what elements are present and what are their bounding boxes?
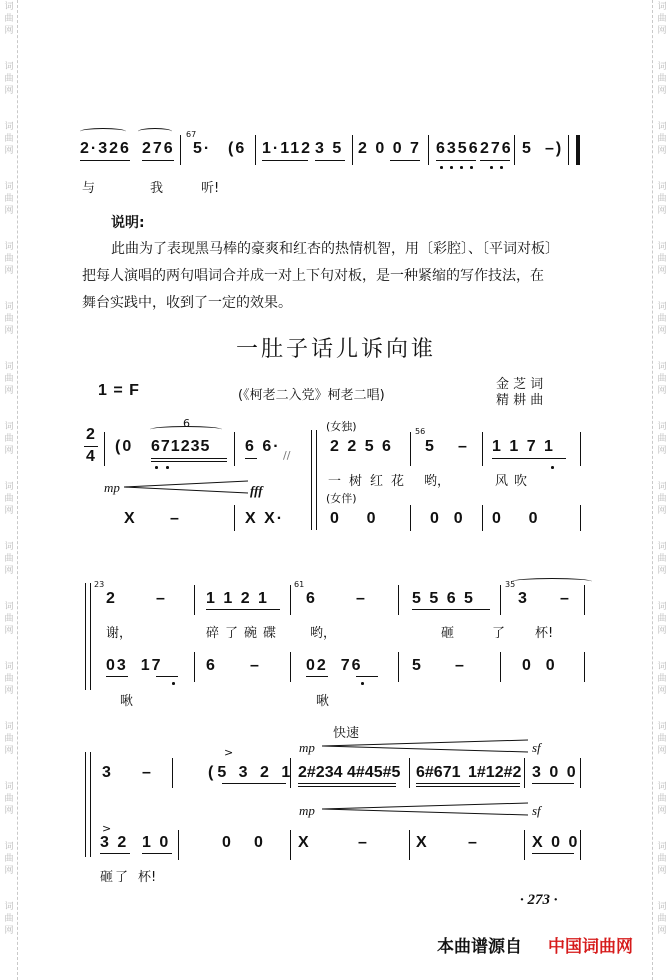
note: 6#671 <box>416 764 461 781</box>
watermark-char: 网 <box>657 506 667 516</box>
watermark-char: 词 <box>657 482 667 492</box>
watermark-char: 曲 <box>657 374 667 384</box>
watermark-char: 网 <box>4 86 14 96</box>
lyric: 一树红花 <box>328 474 413 489</box>
note: 2 0 0 7 <box>358 140 421 157</box>
note: 276 <box>480 140 513 157</box>
song-title: 一肚子话儿诉向谁 <box>236 337 437 362</box>
watermark-char: 词 <box>657 362 667 372</box>
note: 3 5 <box>315 140 344 157</box>
grace-note: 23 <box>94 580 105 589</box>
credit-composer: 精 耕 曲 <box>496 393 544 408</box>
watermark-char: 词 <box>657 2 667 12</box>
watermark-char: 网 <box>4 626 14 636</box>
watermark-char: 网 <box>657 266 667 276</box>
note: 3 2 <box>100 834 129 851</box>
watermark-char: 网 <box>657 326 667 336</box>
explanation-heading: 说明: <box>111 215 145 231</box>
site-logo[interactable]: 中国词曲网 <box>548 937 633 957</box>
note: 4#45#5 <box>347 764 401 781</box>
note: (6 <box>228 140 247 157</box>
note: 0 0 <box>430 510 465 527</box>
watermark-char: 曲 <box>4 854 14 864</box>
watermark-char: 网 <box>657 26 667 36</box>
note: 276 <box>142 140 175 157</box>
accent-marks: > <box>102 822 118 835</box>
watermark-char: 曲 <box>657 74 667 84</box>
watermark-char: 词 <box>4 842 14 852</box>
watermark-char: 曲 <box>4 554 14 564</box>
note: 3 0 0 <box>532 764 578 781</box>
watermark-char: 网 <box>657 746 667 756</box>
dynamic-mp: mp <box>299 740 315 755</box>
lyric: 了 <box>492 626 506 641</box>
note: 0 <box>222 834 233 851</box>
lyric: 碎了碗碟 <box>206 626 283 641</box>
watermark-char: 词 <box>657 422 667 432</box>
note: 3 <box>518 590 529 607</box>
note: 5 <box>522 140 533 157</box>
watermark-char: 词 <box>4 122 14 132</box>
note: – <box>356 590 367 607</box>
watermark-char: 曲 <box>4 914 14 924</box>
watermark-char: 词 <box>4 182 14 192</box>
lyric: 风吹 <box>495 474 534 489</box>
lyric: 杯! <box>535 626 554 641</box>
note: – <box>142 764 153 781</box>
note: 2·326 <box>80 140 131 157</box>
watermark-char: 词 <box>657 542 667 552</box>
watermark-char: 词 <box>4 722 14 732</box>
perc-note: X X· <box>245 510 285 527</box>
voice-label-solo: (女独) <box>326 420 357 433</box>
watermark-char: 词 <box>657 62 667 72</box>
watermark-char: 网 <box>4 446 14 456</box>
note: 3 <box>102 764 113 781</box>
watermark-char: 词 <box>4 62 14 72</box>
note: – <box>156 590 167 607</box>
lyric: 杯! <box>138 870 157 885</box>
lyric: 砸了 <box>100 870 131 885</box>
note: – <box>560 590 571 607</box>
watermark-char: 曲 <box>4 194 14 204</box>
note: 0 0 <box>522 657 557 674</box>
lyric: 砸 <box>441 626 455 641</box>
lyric: 哟， <box>310 626 337 641</box>
time-sig-top: 2 <box>86 426 97 443</box>
note: 6356 <box>436 140 480 157</box>
dynamic-fff: fff <box>250 483 263 498</box>
perc-note: X <box>416 834 429 851</box>
watermark-char: 曲 <box>657 254 667 264</box>
note: – <box>458 438 469 455</box>
lyric: 与 <box>82 181 96 196</box>
grace-note: 56 <box>415 427 426 436</box>
watermark-char: 词 <box>657 842 667 852</box>
watermark-char: 曲 <box>657 614 667 624</box>
watermark-char: 网 <box>657 386 667 396</box>
note: 5 <box>412 657 423 674</box>
dynamic-sf: sf <box>532 740 541 755</box>
watermark-char: 网 <box>4 806 14 816</box>
note: 5· <box>193 140 212 157</box>
note: 1#12#2 <box>468 764 522 781</box>
watermark-char: 曲 <box>657 914 667 924</box>
lyric: 哟， <box>424 474 451 489</box>
perc-note: X 0 0 <box>532 834 580 851</box>
accent-marks: > <box>224 746 244 759</box>
watermark-char: 网 <box>4 266 14 276</box>
watermark-char: 网 <box>657 206 667 216</box>
perc-note: – <box>170 510 181 527</box>
note: (0 <box>115 438 134 455</box>
watermark-char: 曲 <box>657 14 667 24</box>
watermark-char: 词 <box>657 902 667 912</box>
dynamic-mp: mp <box>299 803 315 818</box>
watermark-char: 词 <box>657 602 667 612</box>
note: 6 <box>306 590 317 607</box>
dynamic-sf: sf <box>532 803 541 818</box>
note: 2 2 5 6 <box>330 438 393 455</box>
watermark-char: 曲 <box>4 14 14 24</box>
watermark-char: 曲 <box>657 134 667 144</box>
explanation-line: 把每人演唱的两句唱词合并成一对上下句对板，是一种紧缩的写作技法，在 <box>82 268 544 284</box>
watermark-char: 网 <box>4 206 14 216</box>
note: 1 1 2 1 <box>206 590 269 607</box>
watermark-char: 曲 <box>657 794 667 804</box>
watermark-char: 词 <box>4 302 14 312</box>
crescendo-hairpin <box>322 801 528 817</box>
watermark-divider-left <box>17 0 18 980</box>
watermark-char: 词 <box>657 302 667 312</box>
watermark-char: 曲 <box>657 554 667 564</box>
watermark-char: 词 <box>4 482 14 492</box>
explanation-line: 舞台实践中，收到了一定的效果。 <box>82 295 292 311</box>
watermark-char: 网 <box>657 446 667 456</box>
watermark-char: 网 <box>657 146 667 156</box>
watermark-char: 网 <box>4 746 14 756</box>
crescendo-hairpin <box>124 480 248 494</box>
note: 6 <box>206 657 217 674</box>
note: – <box>250 657 261 674</box>
watermark-char: 词 <box>657 662 667 672</box>
watermark-char: 曲 <box>4 734 14 744</box>
lyric: 我 <box>150 181 164 196</box>
dynamic-mp: mp <box>104 480 120 495</box>
tuplet: 6 <box>183 417 190 430</box>
watermark-divider-right <box>652 0 653 980</box>
crescendo-hairpin <box>322 738 528 754</box>
voice-label-chorus: (女伴) <box>326 492 357 505</box>
watermark-char: 网 <box>4 146 14 156</box>
watermark-char: 网 <box>4 326 14 336</box>
grace-note: 35 <box>505 580 516 589</box>
note: 03 17 <box>106 657 163 674</box>
grace-note: 61 <box>294 580 305 589</box>
watermark-char: 网 <box>657 86 667 96</box>
watermark-char: 词 <box>4 662 14 672</box>
note: 2 <box>106 590 117 607</box>
grace-note: 67 <box>186 130 197 139</box>
watermark-char: 曲 <box>4 134 14 144</box>
watermark-char: 词 <box>4 422 14 432</box>
watermark-char: 网 <box>657 806 667 816</box>
watermark-char: 网 <box>4 926 14 936</box>
watermark-char: 曲 <box>4 494 14 504</box>
note: 6 6· <box>245 438 281 455</box>
watermark-char: 网 <box>657 626 667 636</box>
watermark-char: 曲 <box>4 74 14 84</box>
watermark-char: 曲 <box>657 674 667 684</box>
watermark-char: 网 <box>4 26 14 36</box>
note: (5 3 2 1 <box>208 764 295 781</box>
watermark-char: 词 <box>4 2 14 12</box>
watermark-char: 词 <box>657 722 667 732</box>
page-number: · 273 · <box>520 892 558 908</box>
perc-note: – <box>468 834 479 851</box>
watermark-left <box>3 0 17 980</box>
lyric: 啾 <box>120 694 134 709</box>
note: 0 0 <box>492 510 540 527</box>
watermark-char: 曲 <box>4 314 14 324</box>
key-signature: 1 = F <box>98 382 140 399</box>
watermark-char: 曲 <box>4 794 14 804</box>
note: 1 1 7 1 <box>492 438 555 455</box>
watermark-char: 网 <box>4 686 14 696</box>
perc-note: X <box>298 834 311 851</box>
watermark-char: 词 <box>4 782 14 792</box>
note: 1·112 <box>262 140 313 157</box>
note: 0 <box>254 834 265 851</box>
note: 0 0 <box>330 510 378 527</box>
watermark-char: 曲 <box>4 434 14 444</box>
watermark-char: 词 <box>4 602 14 612</box>
watermark-char: 网 <box>657 566 667 576</box>
note: 2#234 <box>298 764 343 781</box>
perc-note: X <box>124 510 137 527</box>
watermark-char: 曲 <box>4 674 14 684</box>
watermark-right <box>656 0 670 980</box>
watermark-char: 词 <box>657 242 667 252</box>
note: 5 <box>425 438 436 455</box>
watermark-char: 曲 <box>657 494 667 504</box>
watermark-char: 曲 <box>657 734 667 744</box>
lyric: 啾 <box>316 694 330 709</box>
lyric: 听! <box>201 181 220 196</box>
perc-note: – <box>358 834 369 851</box>
tempo-marking: 快速 <box>333 726 360 741</box>
note: – <box>455 657 466 674</box>
credit-lyricist: 金 芝 词 <box>496 377 544 392</box>
watermark-char: 网 <box>4 506 14 516</box>
note: 1 0 <box>142 834 171 851</box>
watermark-char: 曲 <box>657 854 667 864</box>
watermark-char: 词 <box>4 902 14 912</box>
watermark-char: 曲 <box>4 614 14 624</box>
watermark-char: 词 <box>4 542 14 552</box>
watermark-char: 词 <box>657 782 667 792</box>
time-sig-bottom: 4 <box>86 448 97 465</box>
watermark-char: 词 <box>657 182 667 192</box>
watermark-char: 曲 <box>657 434 667 444</box>
watermark-char: 网 <box>657 866 667 876</box>
note: 02 76 <box>306 657 363 674</box>
watermark-char: 网 <box>4 866 14 876</box>
watermark-char: 词 <box>4 362 14 372</box>
watermark-char: 曲 <box>657 194 667 204</box>
watermark-char: 网 <box>4 566 14 576</box>
watermark-char: 词 <box>4 242 14 252</box>
lyric: 谢， <box>106 626 133 641</box>
note: 671235 <box>151 438 211 455</box>
watermark-char: 网 <box>4 386 14 396</box>
watermark-char: 网 <box>657 686 667 696</box>
watermark-char: 曲 <box>4 374 14 384</box>
note: 5 5 6 5 <box>412 590 475 607</box>
watermark-char: 词 <box>657 122 667 132</box>
explanation-line: 此曲为了表现黑马棒的豪爽和红杏的热情机智，用〔彩腔〕、〔平词对板〕 <box>111 241 559 257</box>
note: –) <box>545 140 564 157</box>
watermark-char: 曲 <box>657 314 667 324</box>
song-subtitle: (《柯老二入党》柯老二唱) <box>238 388 385 403</box>
source-label: 本曲谱源自 <box>437 937 522 957</box>
watermark-char: 曲 <box>4 254 14 264</box>
watermark-char: 网 <box>657 926 667 936</box>
